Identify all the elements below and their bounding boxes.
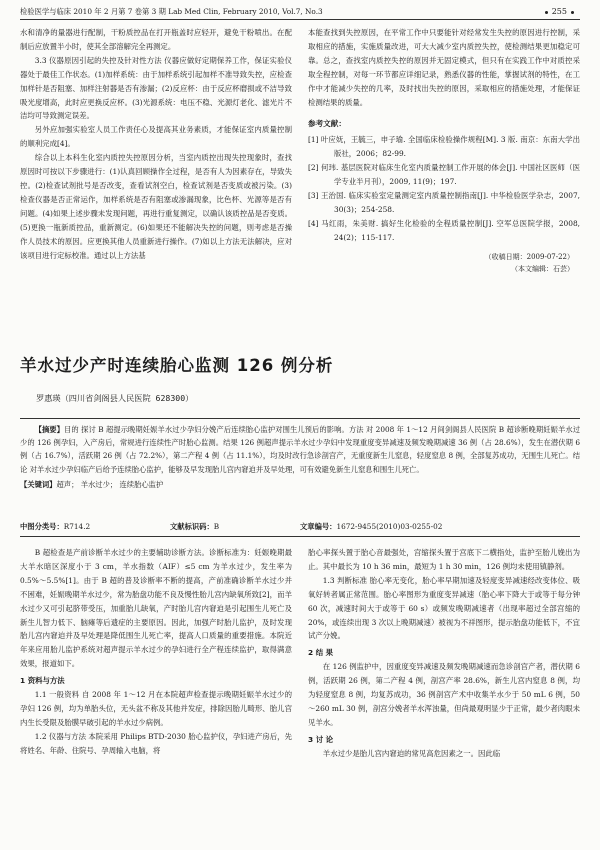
class-number: 中图分类号：R714.2 bbox=[20, 522, 91, 531]
article-id: 文章编号：1672-9455(2010)03-0255-02 bbox=[300, 522, 443, 531]
received-date: （收稿日期：2009-07-22） bbox=[484, 252, 574, 261]
paragraph: B 超检查是产前诊断羊水过少的主要辅助诊断方法。诊断标准为：妊娠晚期最大羊水暗区深度小于 3 cm，羊水指数（AIF）≤5 cm 为羊水过少，发生率为 0.5%～5.5%[1]。由于 B 超的普及诊断率不断的提高，产前准确诊断羊水过少并不困难，妊娠晚期羊水过少，常为胎盘功能不良及慢性胎儿宫内缺氧所致[2]，而羊水过少又可引起脐带受压，加重胎儿缺氧，产时胎儿宫内窘迫是引起围生儿死亡及新生儿智力低下、脑瘫等后遗症的主要原因。因此，加强产时胎儿监护，及时发现胎儿宫内窘迫并及早处理是降低围生儿死亡率，提高人口质量的重要措施。本院近年来应用胎儿监护系统对超声提示羊水过少的孕妇进行全产程连续监护，取得满意效果，报道如下。 bbox=[20, 548, 292, 669]
abstract bbox=[20, 423, 580, 476]
keywords-line bbox=[20, 478, 580, 491]
paragraph: 1.3 判断标准 胎心率无变化，胎心率早期加速及轻度变异减速经改变体位、吸氧好转者属正常范围。胎心率图形为重度变异减速（胎心率下降大于或等于每分钟 60 次，减速时间大于或等于 60 s）或频发晚期减速者（出现率超过全部宫缩的 20%，或连续出现 3 次以上晚期减速）被视为不祥图形，提示胎盘功能低下，不宜试产分娩。 bbox=[308, 575, 580, 641]
page-number: 255 bbox=[551, 7, 567, 16]
running-header bbox=[20, 4, 580, 20]
page-number-wrap bbox=[541, 5, 578, 19]
doc-code: 文献标识码：B bbox=[170, 522, 220, 531]
paragraph: 1.1 一般资料 自 2008 年 1～12 月在本院超声检查提示晚期妊娠羊水过少的孕妇 126 例，均为单胎头位，无头盆不称及其他并发症，排除因胎儿畸形、胎儿宫内生长受限及胎膜早破引起的羊水过少病例。 bbox=[20, 690, 292, 727]
reference-item: [4] 马红雨，朱美财. 搞好生化检验的全程质量控制[J]. 空军总医院学报，2008, 24(2)；115-117. bbox=[308, 218, 580, 242]
paragraph: 1.2 仪器与方法 本院采用 Philips BTD-2030 胎心监护仪，孕妇进产房后，先将姓名、年龄、住院号、孕周输入电脑，将 bbox=[20, 731, 292, 755]
keywords-label: 【关键词】 bbox=[20, 479, 57, 489]
left-column-body bbox=[20, 546, 292, 846]
article-title: 羊水过少产时连续胎心监测 126 例分析 bbox=[20, 356, 334, 375]
paragraph: 另外应加强实验室人员工作责任心及提高其业务素质，才能保证室内质量控制的顺利完成[4]。 bbox=[20, 125, 292, 149]
section-heading: 1 资料与方法 bbox=[20, 676, 65, 686]
keywords: 超声； 羊水过少； 连续胎心监护 bbox=[56, 479, 164, 489]
left-column-top bbox=[20, 26, 292, 348]
editor-note: （本文编辑：石芸） bbox=[511, 264, 574, 273]
bullet-icon bbox=[571, 11, 574, 14]
journal-info: 检验医学与临床 2010 年 2 月第 7 卷第 3 期 Lab Med Clin, February 2010, Vol.7, No.3 bbox=[20, 7, 323, 16]
reference-item: [2] 何玮. 基层医院对临床生化室内质量控制工作开展的体会[J]. 中国社区医师（医学专业半月刊），2009, 11(9)；197. bbox=[308, 163, 580, 187]
paragraph: 胎心率探头置于胎心音最强处，宫缩探头置于宫底下二横指处，监护至胎儿娩出为止。其中最长为 10 h 36 min，最短为 1 h 30 min，126 例均未使用镇静剂。 bbox=[308, 548, 580, 571]
article-author: 罗惠瑛（四川省剑阁县人民医院 628300） bbox=[36, 393, 194, 403]
paragraph: 水和清净的量器进行配制，干粉质控品在打开瓶盖时应轻开，避免干粉喷出。在配制后应放置半小时，使其全部溶解完全再测定。 bbox=[20, 28, 292, 51]
paragraph: 综合以上本科生化室内质控失控原因分析，当室内质控出现失控现象时，查找原因时可按以下步骤进行：(1)认真回顾操作全过程，是否有人为因素存在，导致失控。(2)检查试剂批号是否改变，查看试剂空白，检查试剂是否变质或被污染。(3)检查仪器是否正常运作，加样系统是否有阻塞或渗漏现象，比色杯、光源等是否有问题。(4)如果上述步骤未发现问题，再进行重复测定，以确认该质控品是否变质。(5)更换一瓶新质控品，重新测定。(6)如果还不能解决失控的问题，则考虑是否操作人员技术的原因。应更换其他人员重新进行操作。(7)如以上方法无法解决，应对该项目进行定标校准。通过以上方法基 bbox=[20, 153, 292, 260]
right-column-body bbox=[308, 546, 580, 846]
section-3-3: 3.3 仪器原因引起的失控及针对性方法 仪器应做好定期保养工作，保证实验仪器处于最佳工作状态。(1)加样系统：由于加样系统引起加样不准导致失控，应检查加样针是否阻塞、加样注射器是否有渗漏；(2)反应杯：由于反应杯磨损或不洁导致吸光度增高，此时应更换反应杯。(3)光源系统：电压不稳、光源灯老化、滤光片不洁均可导致测定误差。 bbox=[20, 55, 292, 121]
reference-item: [3] 王治国. 临床实验室定量测定室内质量控制指南[J]. 中华检验医学杂志，2007, 30(3)；254-258. bbox=[308, 190, 580, 214]
bullet-icon bbox=[545, 11, 548, 14]
classification-line bbox=[20, 520, 580, 537]
paragraph: 羊水过少是胎儿宫内窘迫的常见高危因素之一。因此临 bbox=[322, 748, 501, 758]
paragraph: 本能查找到失控原因，在平常工作中只要能针对经常发生失控的原因进行控制，采取相应的措施，实施质量改进，可大大减少室内质控失控，使检测结果更加稳定可靠。总之，查找室内质控失控的原因并无固定模式，但只有在实践工作中对质控采取全程控制，对每一环节都应详细记录，熟悉仪器的性能，掌握试剂的特性，在工作中才能减少失控的几率，及时找出失控的原因，采取相应的措施处理，才能保证检测结果的质量。 bbox=[308, 28, 580, 107]
abstract-block bbox=[20, 418, 580, 491]
reference-item: [1] 叶应妩，王毓三，申子瑜. 全国临床检验操作规程[M]. 3 版. 南京：东南大学出版社，2006；82-99. bbox=[308, 135, 580, 159]
abstract-text: 目的 探讨 B 超提示晚期妊娠羊水过少孕妇分娩产后连续胎心监护对围生儿预后的影响。方法 对 2008 年 1～12 月间剑阁县人民医院 B 超诊断晚期妊娠羊水过少的 126 例孕妇，入产房后，常规进行连续性产时胎心监测。结果 126 例超声提示羊水过少孕妇中发现重度变异减速及频发晚期减速 36 例（占 28.6%），发生在潜伏期 6 例（占 16.7%），活跃期 26 例（占 72.2%），第二产程 4 例（占 11.1%），均及时改行急诊剖宫产，无重度新生儿窒息，轻度窒息 8 例，全部复苏成功，无围生儿死亡。结论 对羊水过少孕妇临产后给予连续胎心监护，能够及早发现胎儿宫内窘迫并及早处理，可有效避免新生儿窒息和围生儿死亡。 bbox=[20, 425, 580, 474]
paragraph: 在 126 例监护中，因重度变异减速及频发晚期减速而急诊剖宫产者，潜伏期 6 例，活跃期 26 例，第二产程 4 例，剖宫产率 28.6%，新生儿宫内窒息 8 例，均为轻度窒息 8 例，均复苏成功，36 例剖宫产术中收集羊水少于 50 mL 6 例，50～260 mL 30 例，剖宫分娩者羊水浑浊量，但尚最观明显少于正常，最少者肉眼未见羊水。 bbox=[308, 662, 580, 727]
abstract-label: 【摘要】 bbox=[34, 425, 65, 434]
section-heading: 3 讨 论 bbox=[308, 734, 334, 744]
right-column-top bbox=[308, 26, 580, 348]
references-title: 参考文献： bbox=[308, 119, 346, 129]
section-heading: 2 结 果 bbox=[308, 648, 334, 658]
